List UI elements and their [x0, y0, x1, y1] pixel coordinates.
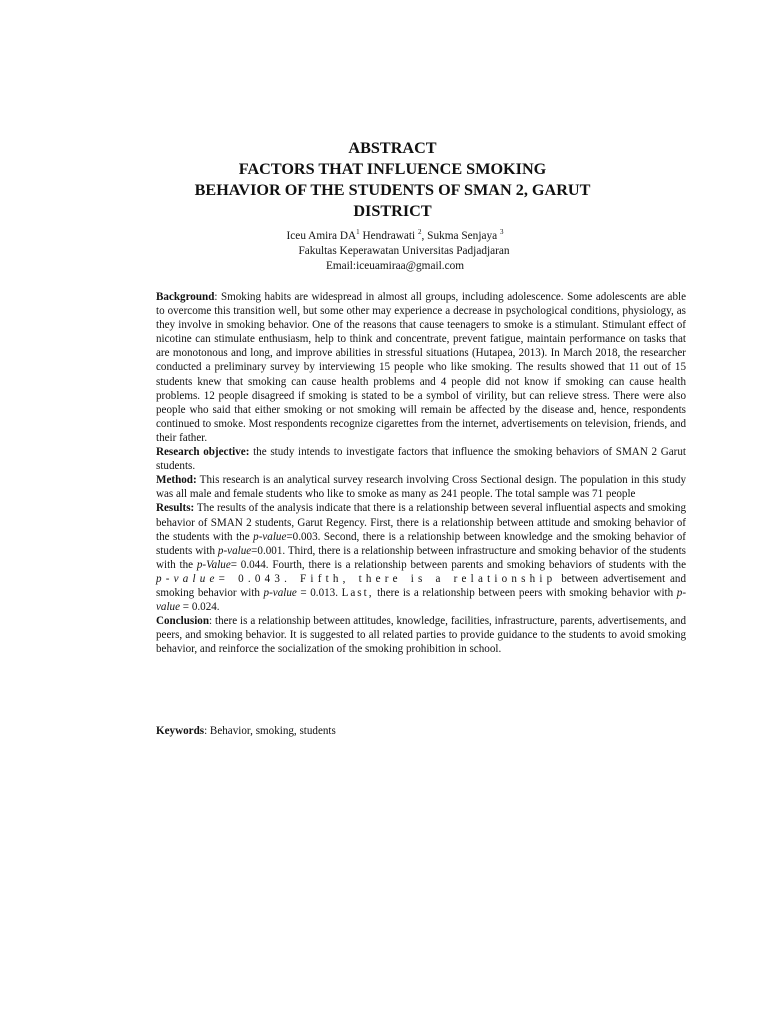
- keywords-section: [156, 724, 686, 738]
- results-text-10: = 0.024.: [180, 601, 220, 614]
- results-text-6: between advertisement and smoking behavior with: [156, 572, 686, 599]
- title-line: FACTORS THAT INFLUENCE SMOKING: [238, 160, 547, 178]
- results-text-1: The results of the analysis indicate that there is a relationship between several influential aspects and smoking behavior of SMAN 2 students, Garut Regency. First, there is a relationship between attitude and smoking behavior of the students with the: [156, 502, 686, 543]
- keywords-label: Keywords: [156, 725, 205, 737]
- title-line: ABSTRACT: [348, 139, 437, 157]
- conclusion-label: Conclusion: [156, 615, 210, 628]
- author-2-affiliation-mark: 2: [418, 228, 422, 237]
- results-text-9: there is a relationship between peers with smoking behavior with: [373, 586, 677, 599]
- results-text-5: = 0.043. Fifth, there is a relationship: [218, 572, 557, 585]
- title-line: DISTRICT: [353, 202, 432, 220]
- p-value-term: p-value: [263, 586, 297, 599]
- background-text: : Smoking habits are widespread in almost all groups, including adolescence. Some adolescents are able to overcome this transition well, but some other may experience a decrease in psychological conditions, physiology, as they involve in smoking behavior. One of the reasons that cause teenagers to smoke is a stimulant. Stimulant effect of nicotine can stimulate enthusiasm, help to think and concentrate, prevent fatigue, maintain performance on tasks that are monotonous and long, and improve abilities in stressful situations (Hutapea, 2013). In March 2018, the researcher conducted a preliminary survey by interviewing 15 people who like smoking. The results showed that 11 out of 15 students knew that smoking can cause health problems and 4 people did not know if smoking can cause health problems. 12 people disagreed if smoking is stated to be a symbol of virility, but can relieve stress. There were also people who said that either smoking or not smoking will remain be affected by the disease and, hence, respondents continued to smoke. Most respondents recognize cigarettes from the internet, advertisements on television, friends, and their father.: [156, 291, 686, 444]
- method-label: Method:: [156, 474, 197, 487]
- objective-label: Research objective:: [156, 446, 250, 459]
- p-value-term: p-value: [217, 544, 252, 557]
- results-text-2: =0.003. Second, there is a relationship between knowledge and the smoking behavior of students with: [156, 530, 686, 557]
- email: Email:iceuamiraa@gmail.com: [325, 259, 465, 272]
- background-label: Background: [156, 291, 215, 303]
- author-3: , Sukma Senjaya: [421, 230, 500, 242]
- author-3-affiliation-mark: 3: [499, 228, 504, 237]
- objective-section: [156, 445, 686, 473]
- results-text-4: = 0.044. Fourth, there is a relationship between parents and smoking behaviors of students with the: [230, 558, 687, 571]
- affiliation: Fakultas Keperawatan Universitas Padjadjaran: [298, 244, 510, 257]
- keywords-text: : Behavior, smoking, students: [204, 725, 336, 737]
- author-1: Iceu Amira DA: [286, 230, 357, 242]
- author-block: [200, 229, 590, 273]
- conclusion-section: [156, 614, 686, 656]
- p-value-term: p-value: [253, 530, 287, 543]
- results-text-7: = 0.013.: [296, 586, 342, 599]
- results-label: Results:: [156, 502, 195, 515]
- p-value-term: p-value: [156, 572, 219, 585]
- p-value-term: p-Value: [196, 558, 231, 571]
- paper-title: [150, 138, 635, 222]
- author-1-affiliation-mark: 1: [356, 228, 360, 237]
- method-section: [156, 473, 686, 501]
- objective-text: the study intends to investigate factors that influence the smoking behaviors of SMAN 2 Garut students.: [156, 446, 686, 473]
- method-text: This research is an analytical survey research involving Cross Sectional design. The population in this study was all male and female students who like to smoke as many as 241 people. The total sample was 71 people: [156, 474, 686, 501]
- author-names: [200, 229, 590, 244]
- results-text-8: Last,: [341, 586, 374, 599]
- results-section: [156, 501, 686, 614]
- results-text-3: =0.001. Third, there is a relationship between infrastructure and smoking behavior of the students with the: [156, 544, 686, 571]
- title-line: BEHAVIOR OF THE STUDENTS OF SMAN 2, GARUT: [194, 181, 591, 199]
- conclusion-text: : there is a relationship between attitudes, knowledge, facilities, infrastructure, parents, advertisements, and peers, and smoking behavior. It is suggested to all related parties to provide guidance to the students to avoid smoking behavior, and reinforce the socialization of the smoking prohibition in school.: [156, 615, 686, 656]
- p-value-term: p-value: [156, 586, 687, 614]
- background-section: [156, 290, 686, 445]
- author-2: Hendrawati: [359, 230, 419, 242]
- abstract-body: [156, 290, 686, 656]
